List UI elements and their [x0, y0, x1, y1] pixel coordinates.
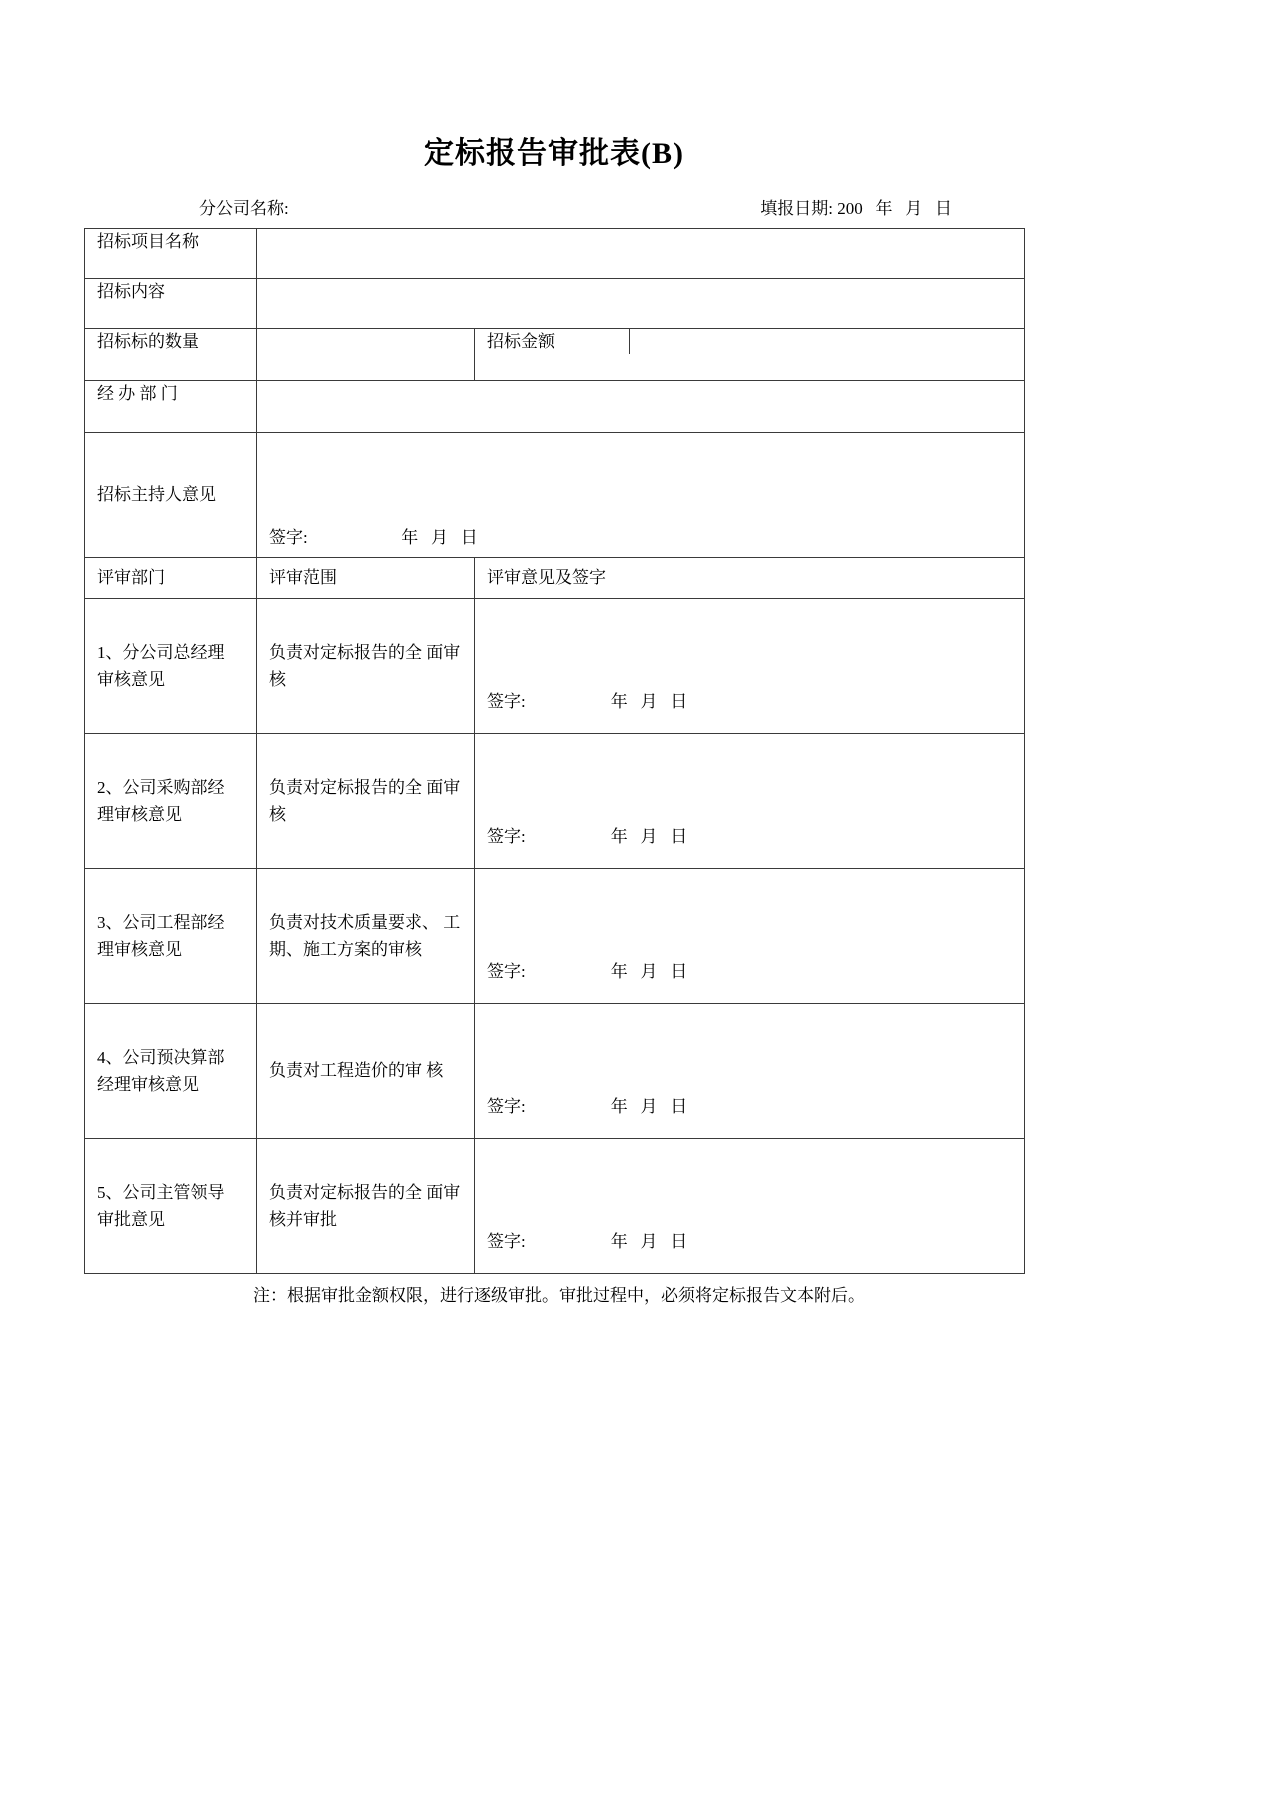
review-3-scope-line2: 工期、施工方案的审核 [269, 912, 461, 959]
amount-label: 招标金额 [487, 331, 555, 351]
quantity-label-cell [85, 328, 257, 380]
table-row-host-opinion [85, 432, 1025, 557]
review-4-signature-line: 签字: 年 月 日 [487, 1097, 688, 1117]
page-title: 定标报告审批表(B) [424, 137, 684, 170]
review-4-opinion-cell[interactable] [475, 1003, 1025, 1138]
review-5-scope-line2: 面审核并审批 [269, 1182, 461, 1229]
review-1-opinion-cell[interactable] [475, 598, 1025, 733]
review-4-department-cell [85, 1003, 257, 1138]
review-3-department [85, 869, 256, 1003]
review-5-scope-line1: 负责对定标报告的全 [269, 1182, 422, 1202]
table-row-project-name [85, 228, 1025, 278]
review-5-department-line2: 审批意见 [97, 1209, 165, 1229]
review-5-opinion-value[interactable] [475, 1139, 1024, 1155]
review-4-scope [257, 1004, 474, 1138]
review-2-opinion-cell[interactable] [475, 733, 1025, 868]
review-5-department-line1: 5、公司主管领导 [97, 1182, 225, 1202]
review-3-opinion-body[interactable] [475, 869, 1024, 1003]
review-3-department-line1: 3、公司工程部经 [97, 912, 225, 932]
review-3-scope [257, 869, 474, 1003]
amount-label-cell [475, 329, 630, 355]
review-4-scope-line1: 负责对工程造价的审 [269, 1061, 422, 1081]
review-5-department [85, 1139, 256, 1273]
table-row-review-header [85, 557, 1025, 598]
fill-date-label: 填报日期: 200 年 月 日 [760, 198, 952, 218]
review-2-signature-line: 签字: 年 月 日 [487, 827, 688, 847]
review-header-scope: 评审范围 [269, 568, 337, 588]
department-value-cell[interactable] [257, 380, 1025, 432]
review-header-scope-cell [257, 557, 475, 598]
review-3-opinion-cell[interactable] [475, 868, 1025, 1003]
review-4-department-line2: 经理审核意见 [97, 1074, 199, 1094]
review-1-department-line1: 1、分公司总经理 [97, 642, 225, 662]
host-signature-line: 签字: 年 月 日 [269, 528, 478, 548]
review-1-department-cell [85, 598, 257, 733]
review-3-department-cell [85, 868, 257, 1003]
table-row-review-4 [85, 1003, 1025, 1138]
table-row-content [85, 278, 1025, 328]
review-1-opinion-body[interactable] [475, 599, 1024, 733]
amount-value-cell[interactable] [630, 329, 1025, 355]
review-4-scope-line2: 核 [426, 1061, 444, 1081]
table-row-review-2 [85, 733, 1025, 868]
table-row-review-1 [85, 598, 1025, 733]
review-2-scope-line1: 负责对定标报告的全 [269, 777, 422, 797]
department-label-cell [85, 380, 257, 432]
review-header-opinion: 评审意见及签字 [487, 568, 606, 588]
review-4-opinion-body[interactable] [475, 1004, 1024, 1138]
review-3-department-line2: 理审核意见 [97, 939, 182, 959]
host-opinion-value-cell[interactable] [257, 432, 1025, 557]
project-name-label-cell [85, 228, 257, 278]
review-4-scope-cell [257, 1003, 475, 1138]
amount-value[interactable] [630, 329, 1024, 355]
review-4-department-line1: 4、公司预决算部 [97, 1047, 225, 1067]
host-opinion-label-cell [85, 432, 257, 557]
review-header-department: 评审部门 [97, 568, 165, 588]
review-5-opinion-body[interactable] [475, 1139, 1024, 1273]
host-opinion-body[interactable] [257, 433, 1024, 557]
review-header-opinion-cell [475, 557, 1025, 598]
review-header-department-cell [85, 557, 257, 598]
host-opinion-label: 招标主持人意见 [97, 485, 216, 505]
table-row-quantity-amount [85, 328, 1025, 380]
review-3-scope-line1: 负责对技术质量要求、 [269, 912, 439, 932]
review-1-scope-cell [257, 598, 475, 733]
document-body [84, 0, 1024, 1308]
approval-form-table [84, 228, 1025, 1274]
review-5-signature-line: 签字: 年 月 日 [487, 1232, 688, 1252]
content-label-cell [85, 278, 257, 328]
host-opinion-value[interactable] [257, 433, 1024, 449]
review-5-scope [257, 1139, 474, 1273]
review-2-department-cell [85, 733, 257, 868]
review-1-opinion-value[interactable] [475, 599, 1024, 615]
review-2-opinion-body[interactable] [475, 734, 1024, 868]
table-row-review-3 [85, 868, 1025, 1003]
review-4-opinion-value[interactable] [475, 1004, 1024, 1020]
table-row-department [85, 380, 1025, 432]
quantity-value-cell[interactable] [257, 328, 475, 380]
review-1-scope-line2: 面审核 [269, 642, 461, 689]
department-label: 经 办 部 门 [97, 383, 178, 403]
review-3-opinion-value[interactable] [475, 869, 1024, 885]
review-1-department [85, 599, 256, 733]
amount-group-cell [475, 328, 1025, 380]
branch-name-label: 分公司名称: [199, 198, 289, 218]
quantity-label: 招标标的数量 [97, 331, 199, 351]
review-5-department-cell [85, 1138, 257, 1273]
review-2-scope-cell [257, 733, 475, 868]
document-meta [84, 199, 1024, 219]
review-2-opinion-value[interactable] [475, 734, 1024, 750]
review-3-signature-line: 签字: 年 月 日 [487, 962, 688, 982]
review-1-signature-line: 签字: 年 月 日 [487, 692, 688, 712]
review-5-scope-cell [257, 1138, 475, 1273]
project-name-value-cell[interactable] [257, 228, 1025, 278]
review-2-scope-line2: 面审核 [269, 777, 461, 824]
review-1-scope [257, 599, 474, 733]
review-5-opinion-cell[interactable] [475, 1138, 1025, 1273]
review-1-scope-line1: 负责对定标报告的全 [269, 642, 422, 662]
content-value-cell[interactable] [257, 278, 1025, 328]
content-label: 招标内容 [97, 281, 165, 301]
table-row-review-5 [85, 1138, 1025, 1273]
review-3-scope-cell [257, 868, 475, 1003]
review-2-scope [257, 734, 474, 868]
review-2-department-line2: 理审核意见 [97, 804, 182, 824]
project-name-label: 招标项目名称 [97, 231, 199, 251]
footer-note: 注：根据审批金额权限，进行逐级审批。审批过程中，必须将定标报告文本附后。 [253, 1285, 865, 1305]
review-4-department [85, 1004, 256, 1138]
review-1-department-line2: 审核意见 [97, 669, 165, 689]
review-2-department [85, 734, 256, 868]
review-2-department-line1: 2、公司采购部经 [97, 777, 225, 797]
